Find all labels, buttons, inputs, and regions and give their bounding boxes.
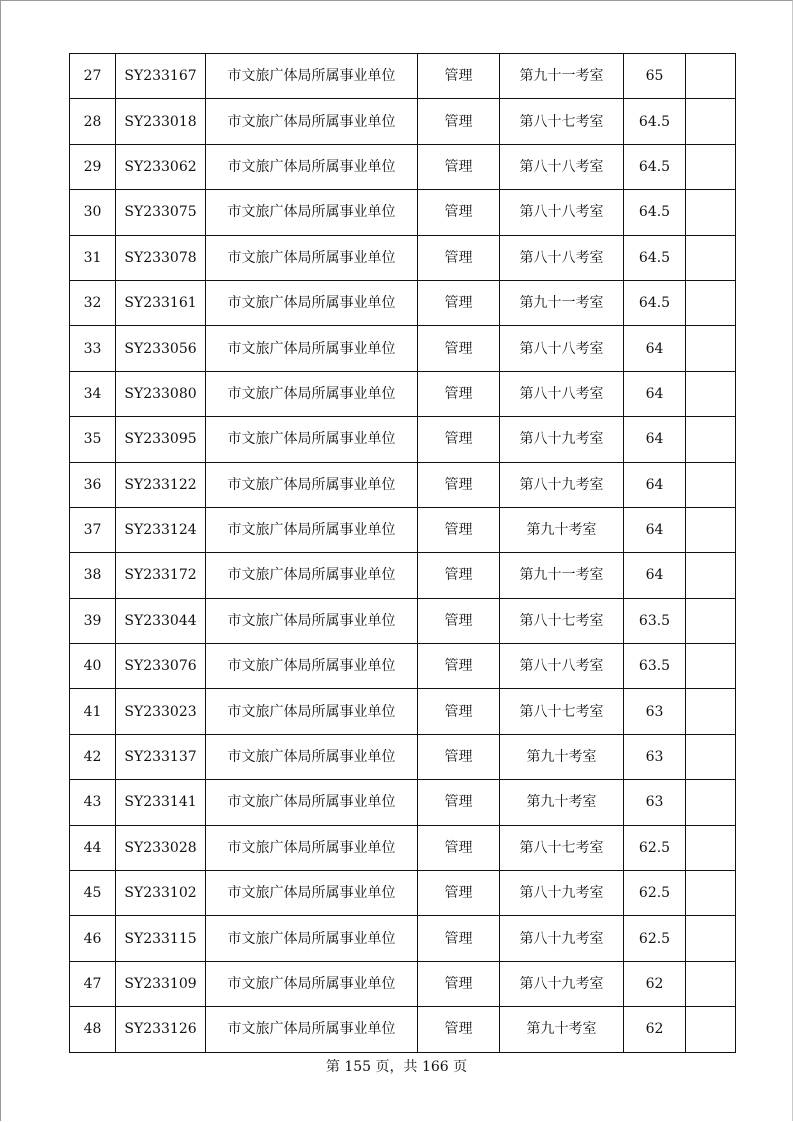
score-table xyxy=(69,53,736,1053)
candidate-id-cell: SY233167 xyxy=(116,54,206,99)
candidate-id-cell: SY233109 xyxy=(116,961,206,1006)
table-row xyxy=(70,916,736,961)
table-row xyxy=(70,280,736,325)
table-row xyxy=(70,644,736,689)
row-number-cell: 44 xyxy=(70,825,116,870)
employer-unit-cell: 市文旅广体局所属事业单位 xyxy=(206,871,418,916)
position-type-cell: 管理 xyxy=(418,326,500,371)
position-type-cell: 管理 xyxy=(418,190,500,235)
score-cell: 62.5 xyxy=(624,825,686,870)
row-number-cell: 47 xyxy=(70,961,116,1006)
remark-cell xyxy=(686,280,736,325)
candidate-id-cell: SY233126 xyxy=(116,1007,206,1052)
table-body xyxy=(70,54,736,1053)
candidate-id-cell: SY233062 xyxy=(116,144,206,189)
exam-room-cell: 第九十一考室 xyxy=(500,553,624,598)
table-row xyxy=(70,371,736,416)
position-type-cell: 管理 xyxy=(418,825,500,870)
row-number-cell: 42 xyxy=(70,734,116,779)
row-number-cell: 34 xyxy=(70,371,116,416)
row-number-cell: 43 xyxy=(70,780,116,825)
exam-room-cell: 第八十八考室 xyxy=(500,326,624,371)
exam-room-cell: 第八十八考室 xyxy=(500,644,624,689)
exam-room-cell: 第八十七考室 xyxy=(500,825,624,870)
position-type-cell: 管理 xyxy=(418,689,500,734)
row-number-cell: 48 xyxy=(70,1007,116,1052)
candidate-id-cell: SY233075 xyxy=(116,190,206,235)
position-type-cell: 管理 xyxy=(418,462,500,507)
exam-room-cell: 第八十八考室 xyxy=(500,371,624,416)
exam-room-cell: 第八十九考室 xyxy=(500,871,624,916)
employer-unit-cell: 市文旅广体局所属事业单位 xyxy=(206,507,418,552)
table-row xyxy=(70,462,736,507)
candidate-id-cell: SY233122 xyxy=(116,462,206,507)
row-number-cell: 27 xyxy=(70,54,116,99)
score-cell: 64.5 xyxy=(624,280,686,325)
employer-unit-cell: 市文旅广体局所属事业单位 xyxy=(206,280,418,325)
row-number-cell: 40 xyxy=(70,644,116,689)
page-footer: 第 155 页，共 166 页 xyxy=(325,1059,468,1075)
remark-cell xyxy=(686,371,736,416)
row-number-cell: 33 xyxy=(70,326,116,371)
table-row xyxy=(70,417,736,462)
employer-unit-cell: 市文旅广体局所属事业单位 xyxy=(206,190,418,235)
table-row xyxy=(70,54,736,99)
employer-unit-cell: 市文旅广体局所属事业单位 xyxy=(206,780,418,825)
row-number-cell: 29 xyxy=(70,144,116,189)
row-number-cell: 32 xyxy=(70,280,116,325)
score-cell: 62.5 xyxy=(624,916,686,961)
exam-room-cell: 第八十七考室 xyxy=(500,598,624,643)
remark-cell xyxy=(686,961,736,1006)
score-cell: 63 xyxy=(624,734,686,779)
score-cell: 65 xyxy=(624,54,686,99)
score-cell: 63 xyxy=(624,780,686,825)
employer-unit-cell: 市文旅广体局所属事业单位 xyxy=(206,235,418,280)
table-row xyxy=(70,326,736,371)
employer-unit-cell: 市文旅广体局所属事业单位 xyxy=(206,598,418,643)
position-type-cell: 管理 xyxy=(418,553,500,598)
table-row xyxy=(70,961,736,1006)
candidate-id-cell: SY233078 xyxy=(116,235,206,280)
exam-room-cell: 第八十八考室 xyxy=(500,144,624,189)
row-number-cell: 39 xyxy=(70,598,116,643)
employer-unit-cell: 市文旅广体局所属事业单位 xyxy=(206,144,418,189)
position-type-cell: 管理 xyxy=(418,507,500,552)
candidate-id-cell: SY233124 xyxy=(116,507,206,552)
candidate-id-cell: SY233115 xyxy=(116,916,206,961)
position-type-cell: 管理 xyxy=(418,54,500,99)
score-cell: 64 xyxy=(624,326,686,371)
remark-cell xyxy=(686,462,736,507)
position-type-cell: 管理 xyxy=(418,961,500,1006)
table-row xyxy=(70,689,736,734)
position-type-cell: 管理 xyxy=(418,644,500,689)
table-row xyxy=(70,144,736,189)
employer-unit-cell: 市文旅广体局所属事业单位 xyxy=(206,825,418,870)
candidate-id-cell: SY233044 xyxy=(116,598,206,643)
candidate-id-cell: SY233161 xyxy=(116,280,206,325)
table-row xyxy=(70,507,736,552)
position-type-cell: 管理 xyxy=(418,99,500,144)
remark-cell xyxy=(686,916,736,961)
row-number-cell: 31 xyxy=(70,235,116,280)
candidate-id-cell: SY233023 xyxy=(116,689,206,734)
position-type-cell: 管理 xyxy=(418,371,500,416)
candidate-id-cell: SY233095 xyxy=(116,417,206,462)
table-row xyxy=(70,825,736,870)
score-cell: 64 xyxy=(624,507,686,552)
remark-cell xyxy=(686,553,736,598)
exam-room-cell: 第九十考室 xyxy=(500,734,624,779)
exam-room-cell: 第九十考室 xyxy=(500,780,624,825)
score-cell: 63.5 xyxy=(624,598,686,643)
position-type-cell: 管理 xyxy=(418,280,500,325)
remark-cell xyxy=(686,326,736,371)
remark-cell xyxy=(686,689,736,734)
candidate-id-cell: SY233080 xyxy=(116,371,206,416)
remark-cell xyxy=(686,144,736,189)
table-row xyxy=(70,598,736,643)
row-number-cell: 28 xyxy=(70,99,116,144)
exam-room-cell: 第八十八考室 xyxy=(500,235,624,280)
score-cell: 64.5 xyxy=(624,99,686,144)
position-type-cell: 管理 xyxy=(418,598,500,643)
score-cell: 64 xyxy=(624,462,686,507)
table-row xyxy=(70,235,736,280)
position-type-cell: 管理 xyxy=(418,734,500,779)
employer-unit-cell: 市文旅广体局所属事业单位 xyxy=(206,961,418,1006)
score-cell: 64.5 xyxy=(624,144,686,189)
row-number-cell: 35 xyxy=(70,417,116,462)
candidate-id-cell: SY233028 xyxy=(116,825,206,870)
score-cell: 62 xyxy=(624,1007,686,1052)
remark-cell xyxy=(686,734,736,779)
employer-unit-cell: 市文旅广体局所属事业单位 xyxy=(206,734,418,779)
score-cell: 64 xyxy=(624,417,686,462)
table-row xyxy=(70,780,736,825)
position-type-cell: 管理 xyxy=(418,235,500,280)
employer-unit-cell: 市文旅广体局所属事业单位 xyxy=(206,99,418,144)
table-row xyxy=(70,1007,736,1052)
remark-cell xyxy=(686,235,736,280)
candidate-id-cell: SY233141 xyxy=(116,780,206,825)
employer-unit-cell: 市文旅广体局所属事业单位 xyxy=(206,553,418,598)
row-number-cell: 30 xyxy=(70,190,116,235)
remark-cell xyxy=(686,780,736,825)
remark-cell xyxy=(686,871,736,916)
candidate-id-cell: SY233056 xyxy=(116,326,206,371)
exam-room-cell: 第八十八考室 xyxy=(500,190,624,235)
row-number-cell: 46 xyxy=(70,916,116,961)
position-type-cell: 管理 xyxy=(418,144,500,189)
remark-cell xyxy=(686,644,736,689)
remark-cell xyxy=(686,54,736,99)
row-number-cell: 36 xyxy=(70,462,116,507)
candidate-id-cell: SY233137 xyxy=(116,734,206,779)
employer-unit-cell: 市文旅广体局所属事业单位 xyxy=(206,916,418,961)
position-type-cell: 管理 xyxy=(418,916,500,961)
candidate-id-cell: SY233172 xyxy=(116,553,206,598)
exam-room-cell: 第八十九考室 xyxy=(500,417,624,462)
position-type-cell: 管理 xyxy=(418,780,500,825)
employer-unit-cell: 市文旅广体局所属事业单位 xyxy=(206,54,418,99)
employer-unit-cell: 市文旅广体局所属事业单位 xyxy=(206,462,418,507)
exam-room-cell: 第八十九考室 xyxy=(500,916,624,961)
exam-room-cell: 第九十考室 xyxy=(500,507,624,552)
candidate-id-cell: SY233076 xyxy=(116,644,206,689)
remark-cell xyxy=(686,507,736,552)
remark-cell xyxy=(686,825,736,870)
exam-room-cell: 第八十九考室 xyxy=(500,961,624,1006)
remark-cell xyxy=(686,598,736,643)
position-type-cell: 管理 xyxy=(418,417,500,462)
table-row xyxy=(70,99,736,144)
employer-unit-cell: 市文旅广体局所属事业单位 xyxy=(206,1007,418,1052)
exam-room-cell: 第九十一考室 xyxy=(500,54,624,99)
remark-cell xyxy=(686,417,736,462)
row-number-cell: 41 xyxy=(70,689,116,734)
table-row xyxy=(70,190,736,235)
exam-room-cell: 第九十一考室 xyxy=(500,280,624,325)
employer-unit-cell: 市文旅广体局所属事业单位 xyxy=(206,417,418,462)
score-cell: 64.5 xyxy=(624,190,686,235)
candidate-id-cell: SY233018 xyxy=(116,99,206,144)
score-cell: 63 xyxy=(624,689,686,734)
exam-room-cell: 第八十七考室 xyxy=(500,99,624,144)
row-number-cell: 37 xyxy=(70,507,116,552)
position-type-cell: 管理 xyxy=(418,871,500,916)
exam-room-cell: 第九十考室 xyxy=(500,1007,624,1052)
score-cell: 64 xyxy=(624,371,686,416)
exam-room-cell: 第八十九考室 xyxy=(500,462,624,507)
exam-room-cell: 第八十七考室 xyxy=(500,689,624,734)
table-row xyxy=(70,734,736,779)
remark-cell xyxy=(686,99,736,144)
position-type-cell: 管理 xyxy=(418,1007,500,1052)
remark-cell xyxy=(686,1007,736,1052)
employer-unit-cell: 市文旅广体局所属事业单位 xyxy=(206,326,418,371)
score-cell: 64 xyxy=(624,553,686,598)
score-cell: 62 xyxy=(624,961,686,1006)
row-number-cell: 38 xyxy=(70,553,116,598)
employer-unit-cell: 市文旅广体局所属事业单位 xyxy=(206,689,418,734)
row-number-cell: 45 xyxy=(70,871,116,916)
employer-unit-cell: 市文旅广体局所属事业单位 xyxy=(206,644,418,689)
score-cell: 64.5 xyxy=(624,235,686,280)
score-cell: 62.5 xyxy=(624,871,686,916)
remark-cell xyxy=(686,190,736,235)
employer-unit-cell: 市文旅广体局所属事业单位 xyxy=(206,371,418,416)
candidate-id-cell: SY233102 xyxy=(116,871,206,916)
score-cell: 63.5 xyxy=(624,644,686,689)
table-row xyxy=(70,871,736,916)
table-row xyxy=(70,553,736,598)
